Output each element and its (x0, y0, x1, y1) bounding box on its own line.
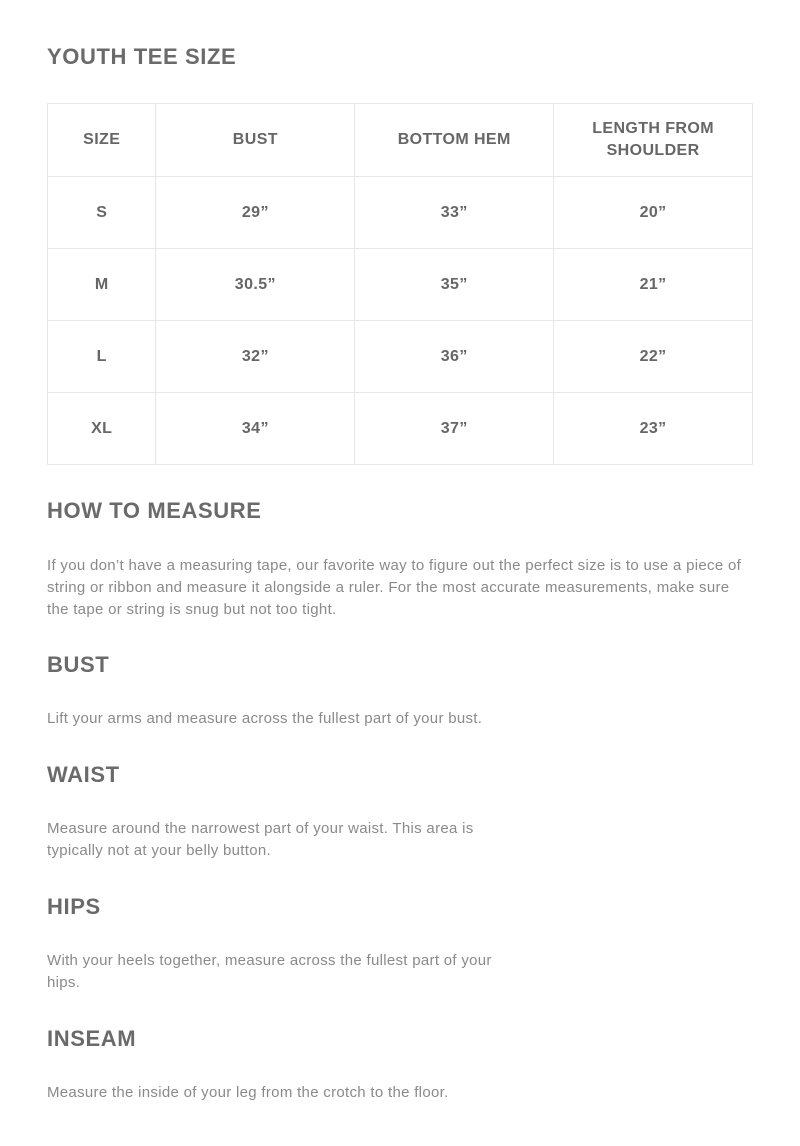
cell-bottom-hem: 33” (355, 177, 554, 249)
cell-size: XL (48, 393, 156, 465)
cell-length: 21” (554, 249, 753, 321)
cell-bust: 29” (156, 177, 355, 249)
inseam-heading: INSEAM (47, 1026, 137, 1051)
cell-length: 22” (554, 321, 753, 393)
inseam-text: Measure the inside of your leg from the crotch to the floor. (47, 1084, 449, 1101)
cell-length: 20” (554, 177, 753, 249)
cell-size: M (48, 249, 156, 321)
header-size: SIZE (48, 104, 156, 177)
waist-text: Measure around the narrowest part of your waist. This area is typically not at your belly button. (47, 820, 474, 859)
hips-heading: HIPS (47, 894, 101, 919)
cell-bottom-hem: 37” (355, 393, 554, 465)
waist-heading: WAIST (47, 762, 120, 787)
cell-length: 23” (554, 393, 753, 465)
header-length-from-shoulder: LENGTH FROM SHOULDER (554, 104, 753, 177)
cell-bust: 34” (156, 393, 355, 465)
cell-bust: 30.5” (156, 249, 355, 321)
hips-text: With your heels together, measure across the fullest part of your hips. (47, 952, 492, 991)
table-row (48, 177, 753, 249)
header-bottom-hem: BOTTOM HEM (355, 104, 554, 177)
table-row (48, 393, 753, 465)
table-row (48, 249, 753, 321)
page-title: YOUTH TEE SIZE (47, 44, 237, 69)
cell-size: S (48, 177, 156, 249)
cell-bottom-hem: 35” (355, 249, 554, 321)
size-table (47, 103, 753, 465)
bust-text: Lift your arms and measure across the fullest part of your bust. (47, 710, 483, 727)
cell-size: L (48, 321, 156, 393)
table-row (48, 321, 753, 393)
how-to-measure-text: If you don’t have a measuring tape, our favorite way to figure out the perfect size is to use a piece of string or ribbon and measure it alongside a ruler. For the most accurate measurements, make sure the tape or string is snug but not too tight. (47, 557, 742, 618)
how-to-measure-heading: HOW TO MEASURE (47, 498, 262, 523)
bust-heading: BUST (47, 652, 110, 677)
cell-bust: 32” (156, 321, 355, 393)
header-bust: BUST (156, 104, 355, 177)
cell-bottom-hem: 36” (355, 321, 554, 393)
table-header-row (48, 104, 753, 177)
